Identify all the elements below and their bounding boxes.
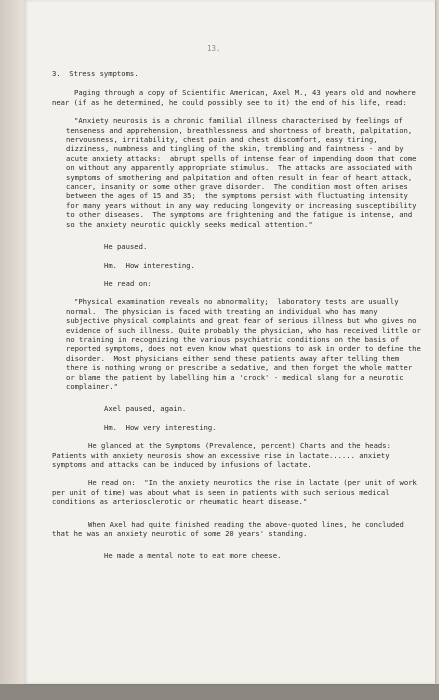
line-axel-paused-again: Axel paused, again. [104, 404, 187, 414]
bottom-background [0, 684, 439, 700]
line-how-interesting: Hm. How interesting. [104, 260, 195, 270]
page-number: 13. [207, 44, 221, 53]
section-heading: 3. Stress symptoms. [52, 69, 139, 78]
paragraph-read-on-lactate: He read on: "In the anxiety neurotics the rise in lactate (per unit of work per unit of time) was about what is seen in patients with such serious medical conditions as arteriosclerotic or rheumatic heart disease." [52, 478, 422, 507]
quote-anxiety-neurosis: "Anxiety neurosis is a chronic familial illness characterised by feelings of tenseness and apprehension, breathlessness and shortness of breath, palpitation, nervousness, irritability, chest pain and chest discomfort, easy tiring, dizziness, numbness and tingling of the skin, trembling and faintness - and by acute anxiety attacks: abrupt spells of intense fear of impending doom that come on without any apparently appropriate stimulus. The attacks are associated with symptoms of smothering and palpitation and often result in fear of heart attack, cancer, insanity or some other grave disorder. The condition most often arises between the ages of 15 and 35; the symptoms persist with fluctuating intensity for many years without in any way reducing longevity or increasing susceptibility to other diseases. The symptoms are frightening and the fatigue is intense, and so the anxiety neurotic quickly seeks medical attention." [66, 116, 421, 229]
page-content [52, 42, 426, 561]
intro-paragraph: Paging through a copy of Scientific American, Axel M., 43 years old and nowhere near (if as he determined, he could possibly see to it) the end of his life, read: [52, 88, 421, 107]
paragraph-finished: When Axel had quite finished reading the above-quoted lines, he concluded that he was an anxiety neurotic of some 20 years' standing. [52, 519, 409, 539]
line-read-on: He read on: [104, 278, 152, 288]
paragraph-glanced: He glanced at the Symptoms (Prevalence, percent) Charts and the heads: Patients with anxiety neurosis show an excessive rise in lactate...... anxiety symptoms and attacks can be induced by infusions of lactate. [52, 441, 400, 469]
line-eat-more-cheese: He made a mental note to eat more cheese. [104, 551, 282, 561]
line-he-paused: He paused. [104, 242, 148, 252]
quote-physical-examination: "Physical examination reveals no abnormality; laboratory tests are usually normal. The physician is faced with treating an individual who has many subjective physical complaints and great fear of serious illness but who gives no evidence of such illness. Quite probably the physician, who has received little or no training in recognizing the various psychiatric conditions on the basis of reported symptoms, does not even know what questions to ask in order to define the disorder. Most physicians either send these patients away after telling them there is nothing wrong or prescribe a sedative, and then forget the whole matter or blame the patient by labelling him a 'crock' - medical slang for a neurotic complainer." [66, 297, 426, 391]
left-background [0, 0, 24, 700]
document-page [24, 0, 435, 684]
line-how-very-interesting: Hm. How very interesting. [104, 422, 217, 432]
